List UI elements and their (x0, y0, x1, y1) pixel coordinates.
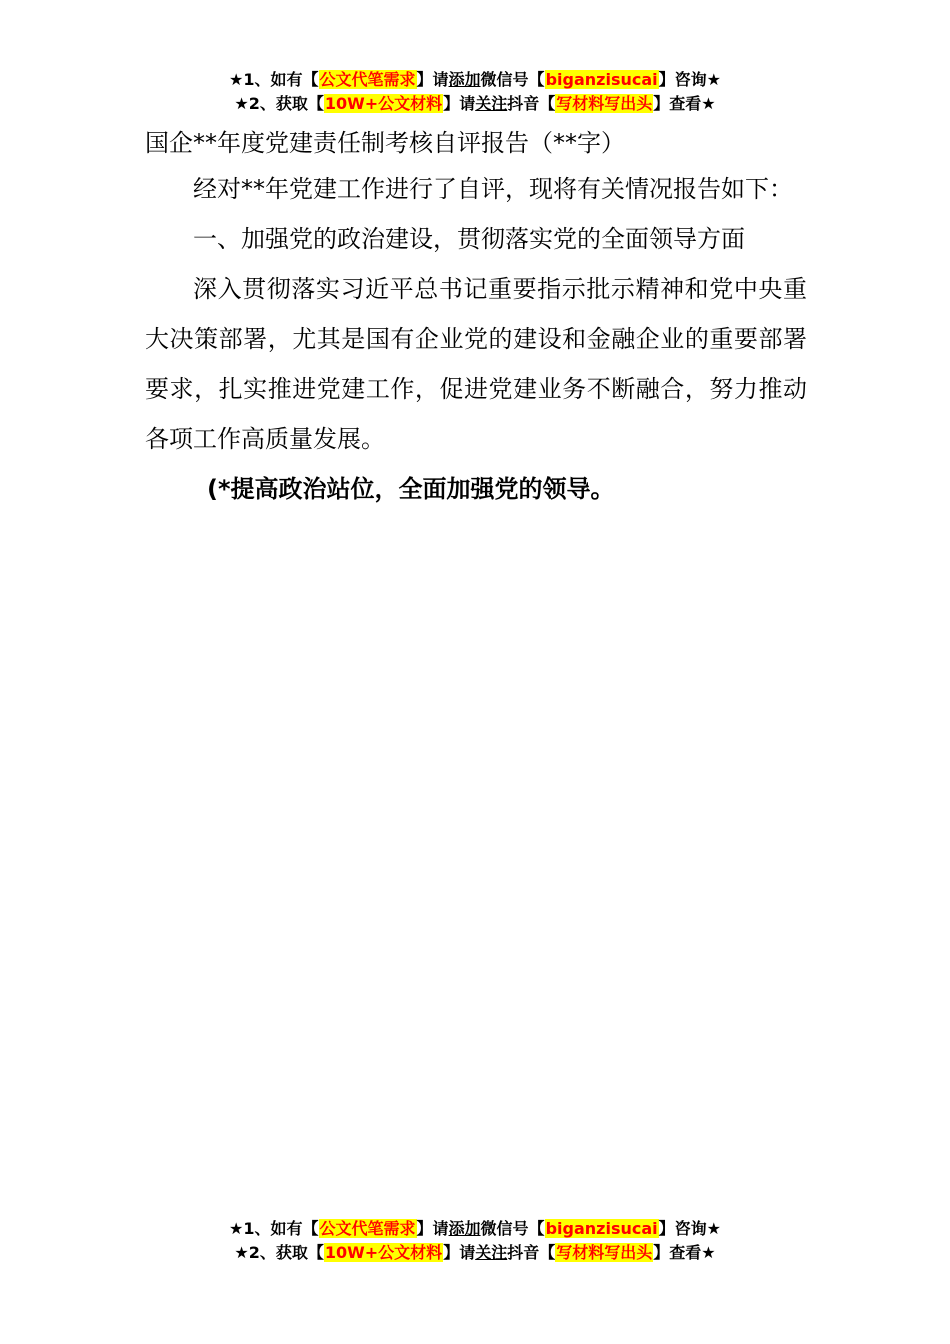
banner-underlined-text: 关注 (475, 94, 508, 113)
header-banner (0, 68, 950, 116)
banner-text: ★1、如有【 (229, 1219, 319, 1238)
banner-text: 】查看★ (653, 1243, 716, 1262)
footer-banner (0, 1217, 950, 1265)
banner-text: 】请 (443, 1243, 476, 1262)
banner-line-2 (0, 92, 950, 116)
banner-text: 】请 (416, 70, 449, 89)
banner-line-2 (0, 1241, 950, 1265)
banner-text: 】咨询★ (658, 70, 721, 89)
banner-text: 】请 (416, 1219, 449, 1238)
banner-text: ★2、获取【 (234, 1243, 324, 1262)
highlight-service: 公文代笔需求 (319, 70, 416, 89)
intro-paragraph: 经对**年党建工作进行了自评，现将有关情况报告如下： (193, 175, 793, 203)
bold-subheading: (*提高政治站位，全面加强党的领导。 (207, 475, 615, 503)
section-heading: 一、加强党的政治建设，贯彻落实党的全面领导方面 (193, 225, 745, 253)
banner-underlined-text: 添加 (448, 70, 481, 89)
banner-text: 微信号【 (480, 70, 545, 89)
banner-line-1 (0, 1217, 950, 1241)
banner-line-1 (0, 68, 950, 92)
highlight-wechat-id: biganzisucai (545, 70, 658, 89)
document-body (145, 122, 807, 514)
banner-text: ★1、如有【 (229, 70, 319, 89)
document-title: 国企**年度党建责任制考核自评报告（**字） (145, 129, 625, 157)
highlight-service: 公文代笔需求 (319, 1219, 416, 1238)
section-body-paragraph: 深入贯彻落实习近平总书记重要指示批示精神和党中央重大决策部署，尤其是国有企业党的建设和金融企业的重要部署要求，扎实推进党建工作，促进党建业务不断融合，努力推动各项工作高质量发展。 (145, 275, 807, 453)
highlight-douyin-account: 写材料写出头 (556, 1243, 653, 1262)
banner-text: 抖音【 (507, 1243, 556, 1262)
highlight-wechat-id: biganzisucai (545, 1219, 658, 1238)
banner-text: 微信号【 (480, 1219, 545, 1238)
banner-text: 抖音【 (507, 94, 556, 113)
highlight-douyin-account: 写材料写出头 (556, 94, 653, 113)
banner-text: 】查看★ (653, 94, 716, 113)
highlight-materials: 10W+公文材料 (324, 94, 443, 113)
banner-text: 】请 (443, 94, 476, 113)
banner-underlined-text: 关注 (475, 1243, 508, 1262)
banner-text: 】咨询★ (658, 1219, 721, 1238)
banner-text: ★2、获取【 (234, 94, 324, 113)
highlight-materials: 10W+公文材料 (324, 1243, 443, 1262)
banner-underlined-text: 添加 (448, 1219, 481, 1238)
